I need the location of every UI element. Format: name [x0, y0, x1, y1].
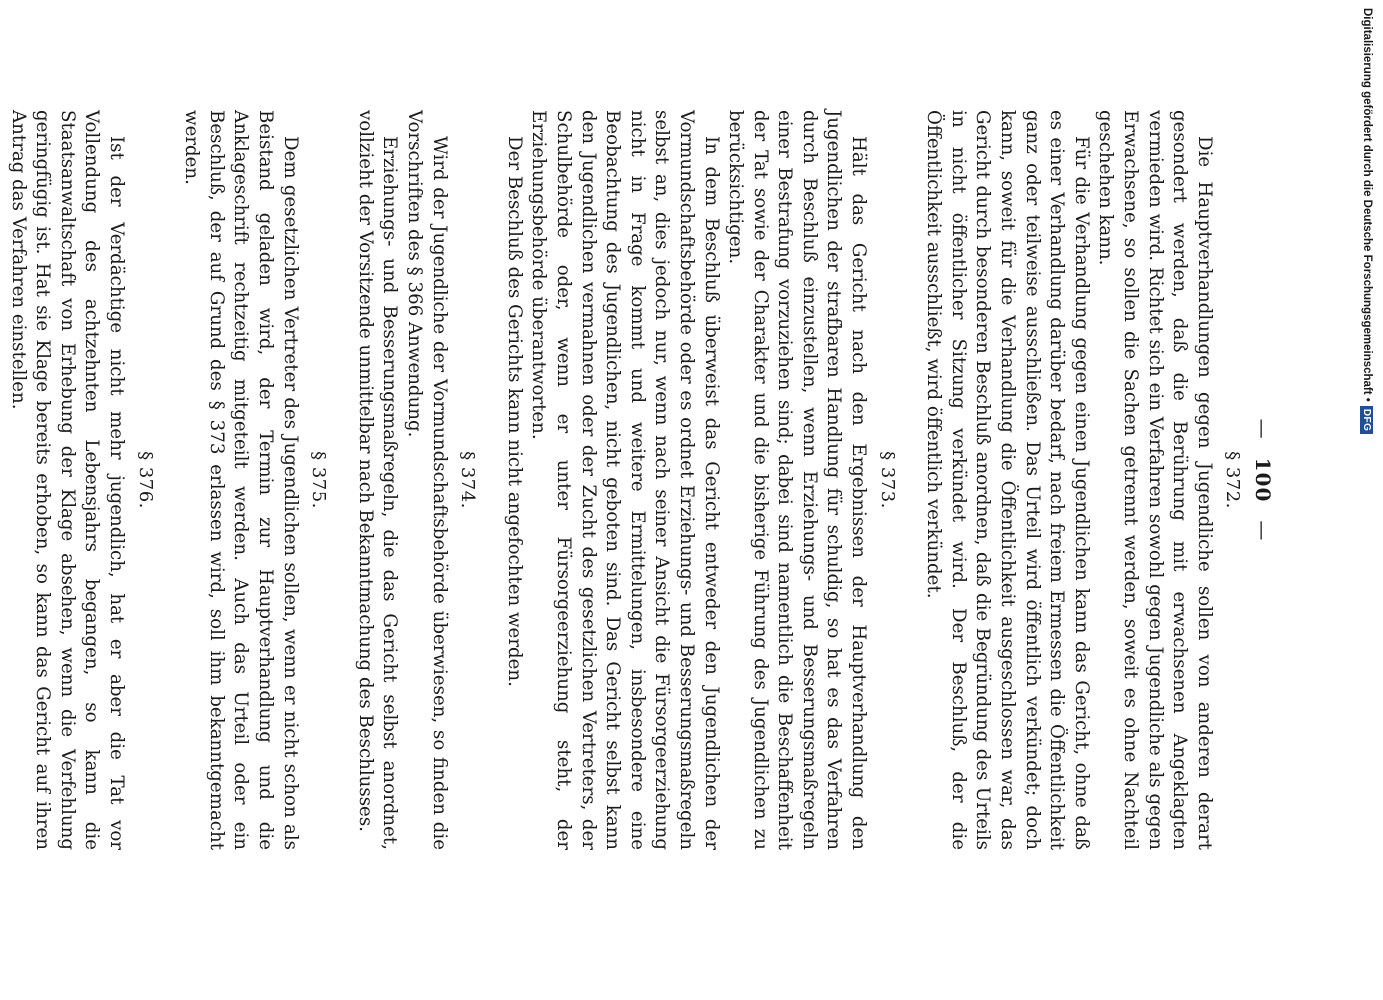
paragraph: Der Beschluß des Gerichts kann nicht angefochten werden. — [503, 136, 525, 687]
section-375 — [179, 110, 331, 850]
dfg-sidebar — [1356, 8, 1383, 468]
section-heading: § 374. — [457, 451, 479, 509]
section-heading: § 376. — [134, 451, 156, 509]
paragraph: Ist der Verdächtige nicht mehr jugendlich, hat er aber die Tat vor Vollendung des achtzehnten Lebensjahrs begangen, so kann die Staatsanwaltschaft von Erhebung der Klage absehen, wenn die Verfehlung geringfügig ist. Hat sie Klage bereits erhoben, so kann das Gericht auf ihren Antrag das Verfahren einstellen. — [7, 110, 128, 850]
page-number-line — [1250, 110, 1275, 850]
paragraph: Die Hauptverhandlungen gegen Jugendliche sollen von anderen derart gesondert werden, daß die Berührung mit erwachsenen Angeklagten vermieden wird. Richtet sich ein Verfahren sowohl gegen Jugendliche als gegen Erwachsene, so sollen die Sachen getrennt werden, soweit es ohne Nachteil geschehen kann. — [1095, 110, 1215, 850]
paragraph: In dem Beschluß überweist das Gericht entweder den Jugendlichen der Vormundschaftsbehörde oder es ordnet Erziehungs- und Besserungsmaßregeln selbst an, dies jedoch nur, wenn nach seiner Ansicht die Fürsorgeerziehung nicht in Frage kommt und weitere Ermittelungen, insbesondere eine Beobachtung des Jugendlichen, nicht geboten sind. Das Gericht selbst kann den Jugendlichen vermahnen oder der Zucht des gesetzlichen Vertreters, der Schulbehörde oder, wenn er unter Fürsorgeerziehung steht, der Erziehungsbehörde überantworten. — [528, 110, 722, 850]
paragraph: Wird der Jugendliche der Vormundschaftsbehörde überwiesen, so finden die Vorschriften des § 366 Anwendung. — [404, 110, 450, 850]
document-page — [7, 110, 1275, 850]
paragraph: Für die Verhandlung gegen einen Jugendlichen kann das Gericht, ohne daß es einer Verhandlung darüber bedarf, nach freiem Ermessen die Öffentlichkeit ganz oder teilweise ausschließen. Das Urteil wird öffentlich verkündet; doch kann, soweit für die Verhandlung die Öffentlichkeit ausgeschlossen war, das Gericht durch besonderen Beschluß anordnen, daß die Begründung des Urteils in nicht öffentlicher Sitzung verkündet wird. Der Beschluß, der die Öffentlichkeit ausschließt, wird öffentlich verkündet. — [923, 110, 1092, 850]
paragraph: Dem gesetzlichen Vertreter des Jugendlichen sollen, wenn er nicht schon als Beistand geladen wird, der Termin zur Hauptverhandlung und die Anklageschrift rechtzeitig mitgeteilt werden. Auch das Urteil oder ein Beschluß, der auf Grund des § 373 erlassen wird, soll ihm bekanntgemacht werden. — [181, 110, 301, 850]
paragraph: Hält das Gericht nach den Ergebnissen der Hauptverhandlung den Jugendlichen der strafbaren Handlung für schuldig, so hat es das Verfahren durch Beschluß einzustellen, wenn Erziehungs- und Besserungsmaßregeln einer Bestrafung vorzuziehen sind; dabei sind namentlich die Beschaffenheit der Tat sowie der Charakter und die bisherige Führung des Jugendlichen zu berücksichtigen. — [725, 110, 870, 850]
section-heading: § 372. — [1222, 451, 1244, 509]
section-heading: § 375. — [308, 451, 330, 509]
section-374 — [352, 110, 479, 850]
page-number: 100 — [1251, 457, 1275, 503]
section-372 — [921, 110, 1245, 850]
paragraph: Erziehungs- und Besserungsmaßregeln, die das Gericht selbst anordnet, vollzieht der Vorsitzende unmittelbar nach Bekanntmachung des Beschlusses. — [354, 110, 401, 850]
page-number-dash-right: — — [1251, 520, 1275, 542]
dfg-logo: DFG — [1361, 406, 1374, 435]
section-heading: § 373. — [876, 451, 898, 509]
page-number-dash-left: — — [1251, 418, 1275, 440]
section-376 — [5, 110, 157, 850]
dfg-credit-text: Digitalisierung gefördert durch die Deutsche Forschungsgemeinschaft • — [1361, 8, 1373, 402]
section-373 — [501, 110, 899, 850]
